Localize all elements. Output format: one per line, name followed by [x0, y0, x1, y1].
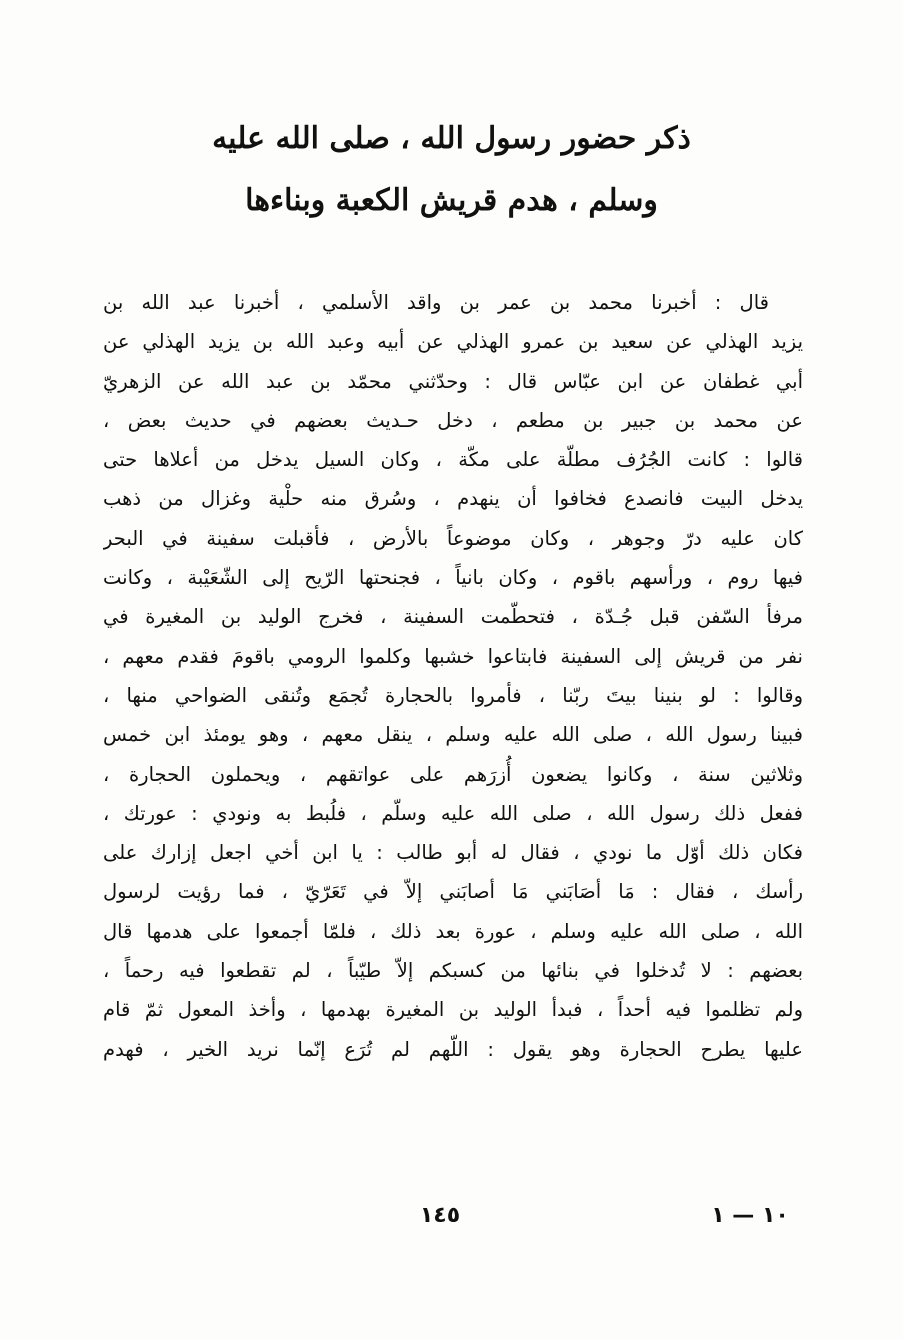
text-line: يزيد الهذلي عن سعيد بن عمرو الهذلي عن أبيه وعبد الله بن يزيد الهذلي عن — [103, 330, 803, 354]
title-line-2: وسلم ، هدم قريش الكعبة وبناءها — [245, 183, 658, 218]
text-line: الله ، صلى الله عليه وسلم ، عورة بعد ذلك ، فلمّا أجمعوا على هدمها قال — [103, 919, 803, 943]
text-line: فبينا رسول الله ، صلى الله عليه وسلم ، ينقل معهم ، وهو يومئذ ابن خمس — [103, 723, 803, 747]
text-line: رأسك ، فقال : مَا أصَابَني مَا أصابَني إلاّ في تَعَرّيّ ، فما رؤيت لرسول — [103, 880, 803, 904]
text-line: نفر من قريش إلى السفينة فابتاعوا خشبها وكلموا الرومي باقومَ فقدم معهم ، — [103, 644, 803, 668]
text-line: بعضهم : لا تُدخلوا في بنائها من كسبكم إلاّ طيّباً ، لم تقطعوا فيه رحماً ، — [103, 959, 803, 983]
text-line: مرفأ السّفن قبل جُـدّة ، فتحطّمت السفينة ، فخرج الوليد بن المغيرة في — [103, 605, 803, 629]
page-number: ١٤٥ — [419, 1203, 461, 1228]
chapter-title — [150, 108, 753, 232]
text-line: فيها روم ، ورأسهم باقوم ، وكان بانياً ، فجنحتها الرّيح إلى الشّعَيْبة ، وكانت — [103, 566, 803, 590]
title-line-1: ذكر حضور رسول الله ، صلى الله عليه — [212, 121, 691, 156]
signature-mark: ١٠ — ١ — [711, 1203, 789, 1228]
text-line: ولم تظلموا فيه أحداً ، فبدأ الوليد بن المغيرة بهدمها ، وأخذ المعول ثمّ قام — [103, 998, 803, 1022]
text-line: كان عليه درّ وجوهر ، وكان موضوعاً بالأرض ، فأقبلت سفينة في البحر — [103, 526, 803, 550]
text-line: قال : أخبرنا محمد بن عمر بن واقد الأسلمي ، أخبرنا عبد الله بن — [103, 291, 769, 314]
text-line: يدخل البيت فانصدع فخافوا أن ينهدم ، وسُرق منه حلْية وغزال من ذهب — [103, 487, 803, 511]
text-line: أبي غطفان عن ابن عبّاس قال : وحدّثني محمّد بن عبد الله عن الزهريّ — [103, 369, 803, 393]
text-line: وقالوا : لو بنينا بيتَ ربّنا ، فأمروا بالحجارة تُجمَع وتُنقى الضواحي منها ، — [103, 683, 803, 707]
text-line: عليها يطرح الحجارة وهو يقول : اللّهم لم تُرَع إنّما نريد الخير ، فهدم — [103, 1037, 803, 1061]
text-line: قالوا : كانت الجُرُف مطلّة على مكّة ، وكان السيل يدخل من أعلاها حتى — [103, 448, 803, 472]
text-line: عن محمد بن جبير بن مطعم ، دخل حـديث بعضهم في حديث بعض ، — [103, 408, 803, 432]
text-line: ففعل ذلك رسول الله ، صلى الله عليه وسلّم ، فلُبط به ونودي : عورتك ، — [103, 801, 803, 825]
text-line: فكان ذلك أوّل ما نودي ، فقال له أبو طالب : يا ابن أخي اجعل إزارك على — [103, 841, 803, 865]
page-footer — [0, 1203, 903, 1243]
text-line: وثلاثين سنة ، وكانوا يضعون أُزرَهم على عواتقهم ، ويحملون الحجارة ، — [103, 762, 803, 786]
body-text — [103, 283, 803, 1069]
